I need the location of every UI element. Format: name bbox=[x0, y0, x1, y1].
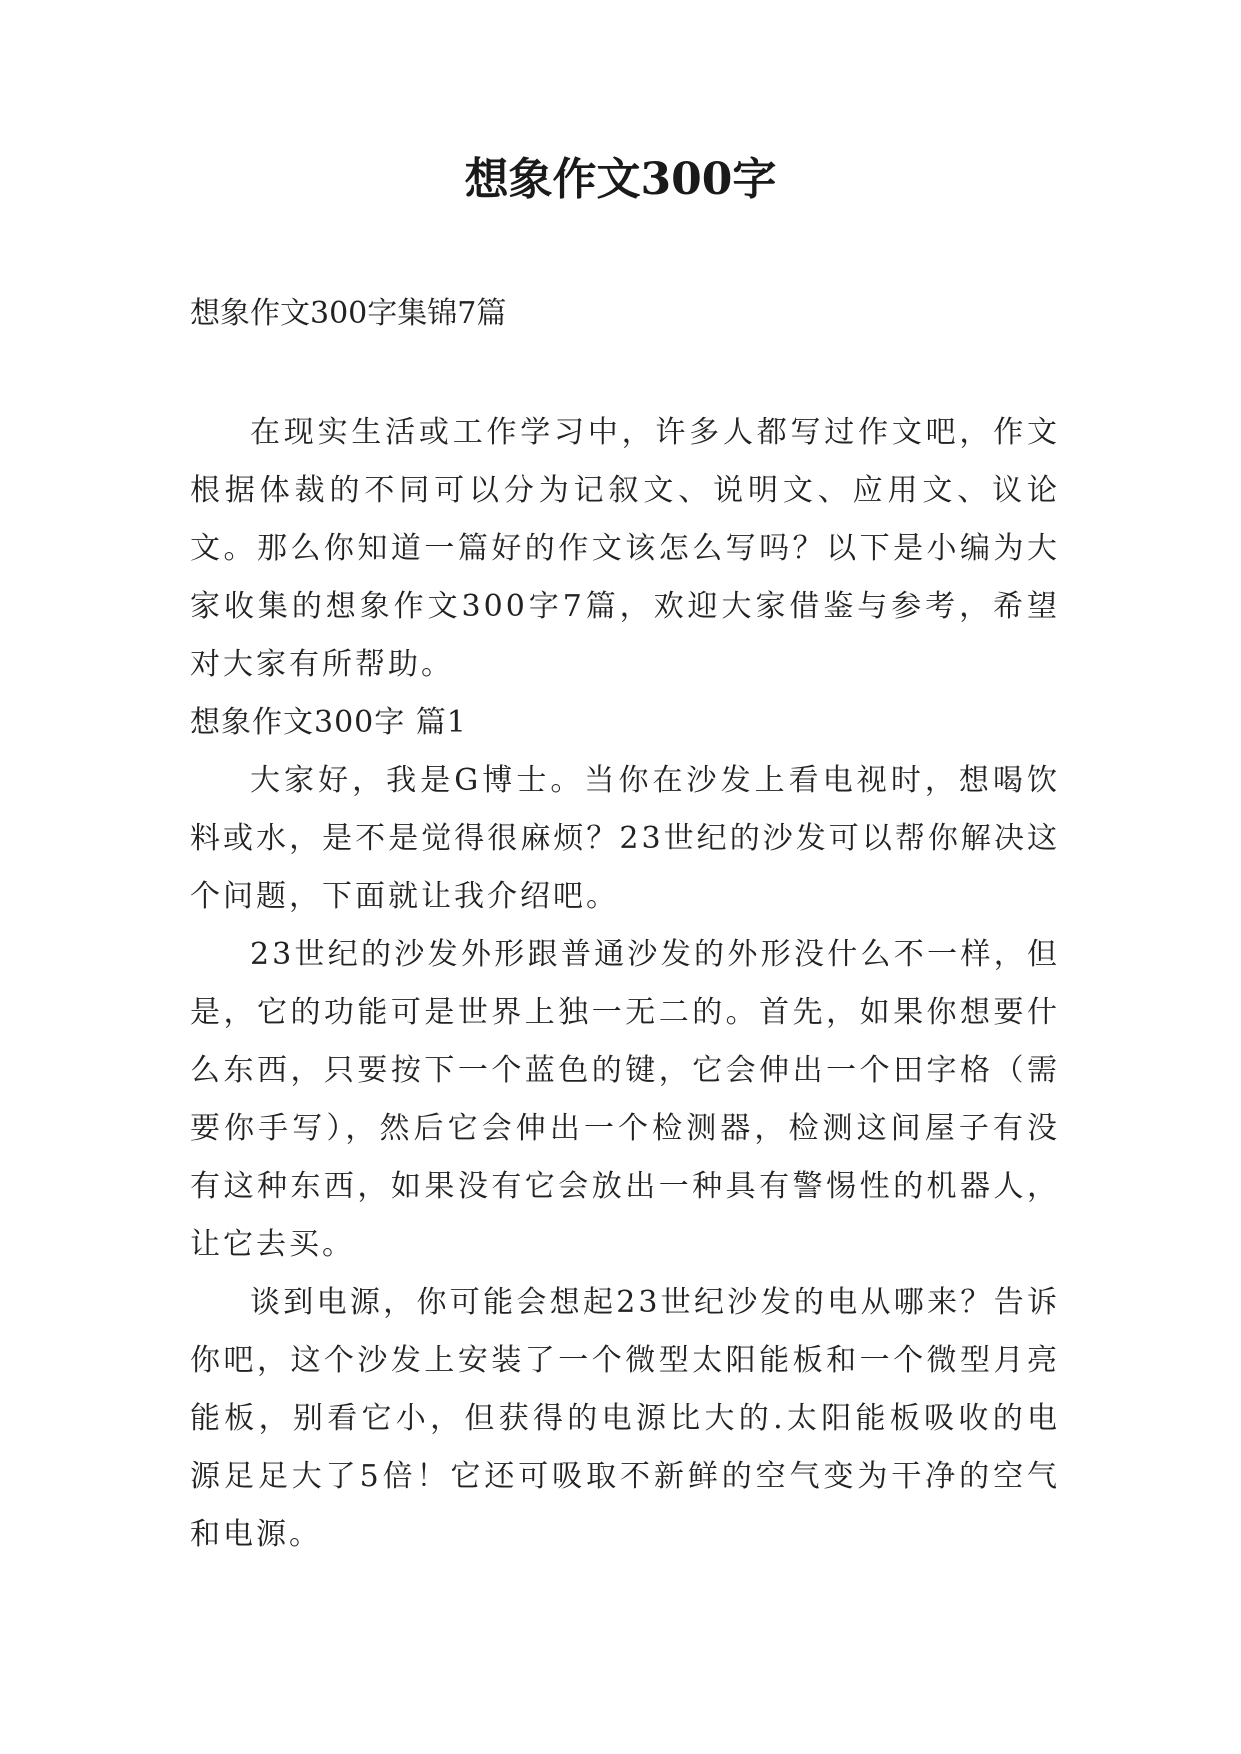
document-subtitle: 想象作文300字集锦7篇 bbox=[190, 296, 507, 331]
body-paragraph-2: 23世纪的沙发外形跟普通沙发的外形没什么不一样，但是，它的功能可是世界上独一无二的。首先，如果你想要什么东西，只要按下一个蓝色的键，它会伸出一个田字格（需要你手写），然后它会伸出一个检测器，检测这间屋子有没有这种东西，如果没有它会放出一种具有警惕性的机器人，让它去买。 bbox=[190, 937, 1060, 1262]
section-heading: 想象作文300字 篇1 bbox=[190, 705, 467, 740]
body-paragraph-3: 谈到电源，你可能会想起23世纪沙发的电从哪来？告诉你吧，这个沙发上安装了一个微型太阳能板和一个微型月亮能板，别看它小，但获得的电源比大的.太阳能板吸收的电源足足大了5倍！它还可吸取不新鲜的空气变为干净的空气和电源。 bbox=[190, 1285, 1060, 1552]
document-body bbox=[190, 404, 1060, 1564]
intro-paragraph: 在现实生活或工作学习中，许多人都写过作文吧，作文根据体裁的不同可以分为记叙文、说明文、应用文、议论文。那么你知道一篇好的作文该怎么写吗？以下是小编为大家收集的想象作文300字7篇，欢迎大家借鉴与参考，希望对大家有所帮助。 bbox=[190, 415, 1060, 682]
body-paragraph-1: 大家好，我是G博士。当你在沙发上看电视时，想喝饮料或水，是不是觉得很麻烦？23世纪的沙发可以帮你解决这个问题，下面就让我介绍吧。 bbox=[190, 763, 1060, 914]
page-title: 想象作文300字 bbox=[464, 154, 777, 205]
